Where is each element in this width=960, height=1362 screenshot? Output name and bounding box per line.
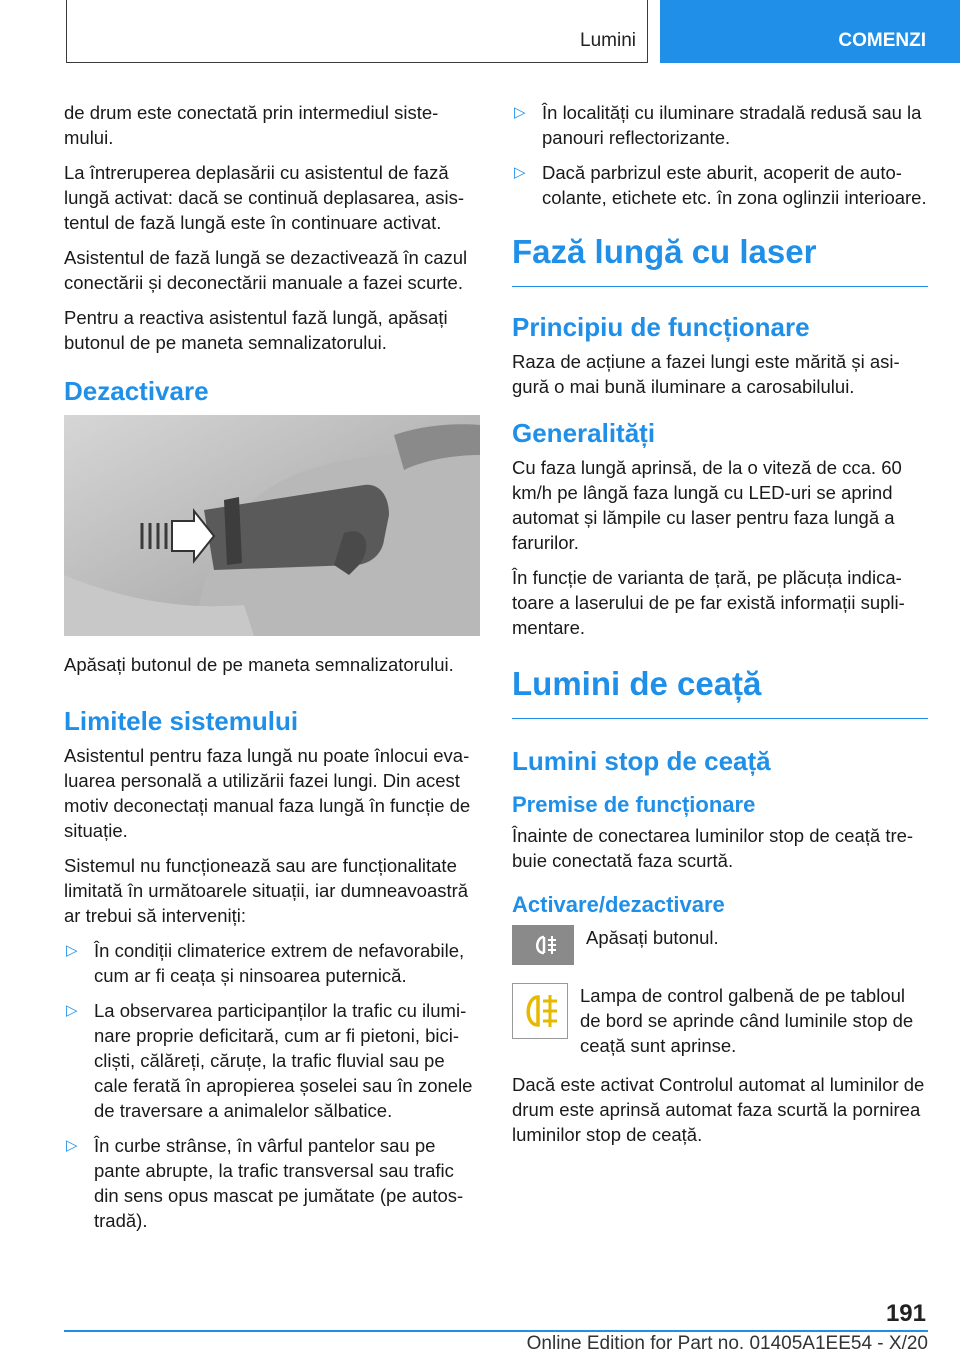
heading-prerequisites: Premise de funcționare <box>512 792 756 817</box>
triangle-bullet-icon: ▷ <box>66 942 78 959</box>
heading-general: Generalități <box>512 418 656 448</box>
press-button-text: Apăsați butonul. <box>586 927 719 948</box>
list-item: ▷ În localități cu iluminare stradală redusă sau la panouri reflectorizante. <box>514 102 922 148</box>
limits-list <box>64 938 480 1233</box>
triangle-bullet-icon: ▷ <box>514 164 526 181</box>
heading-fog-lights: Lumini de ceață <box>512 664 928 719</box>
limits-list-continued <box>512 100 928 210</box>
paragraph: Sistemul nu funcționează sau are funcționalitate limitată în următoarele situații, iar dumneavoastră ar trebui să interveniți: <box>64 855 469 926</box>
footer-divider <box>64 1330 928 1332</box>
paragraph: Asistentul de fază lungă se dezactivează în cazul conectării și deconectării manuale a fazei scurte. <box>64 247 468 293</box>
header-section-title: Lumini <box>580 30 636 51</box>
header-frame <box>66 0 648 63</box>
photo-caption: Apăsați butonul de pe maneta semnalizatorului. <box>64 654 454 675</box>
triangle-bullet-icon: ▷ <box>66 1002 78 1019</box>
list-item: ▷ La observarea participanților la trafic cu iluminare proprie deficitară, cum ar fi pietoni, bicicliști, călăreți, căruțe, la trafic fluvial sau pe cale ferată în apropierea șoselei sau în zonele de traversare a animalelor sălbatice. <box>66 1000 473 1121</box>
triangle-bullet-icon: ▷ <box>514 104 526 121</box>
page-number: 191 <box>885 1300 926 1327</box>
button-instruction <box>512 925 928 965</box>
rear-fog-button-icon[interactable] <box>512 925 574 965</box>
paragraph: În funcție de varianta de țară, pe plăcuța indicatoare a laserului de pe far există informații suplimentare. <box>512 567 905 638</box>
indicator-text: Lampa de control galbenă de pe tabloul de bord se aprinde când luminile stop de ceață sunt aprinse. <box>580 985 914 1056</box>
paragraph: Pentru a reactiva asistentul fază lungă, apăsați butonul de pe maneta semnalizatorului. <box>64 307 448 353</box>
turn-signal-stalk-photo <box>64 415 480 636</box>
right-column <box>512 100 928 1157</box>
paragraph: de drum este conectată prin intermediul sistemului. <box>64 102 439 148</box>
heading-system-limits: Limitele sistemului <box>64 706 299 736</box>
paragraph: Dacă este activat Controlul automat al luminilor de drum este aprinsă automat faza scurtă la pornirea luminilor stop de ceață. <box>512 1074 925 1145</box>
indicator-info <box>512 983 928 1058</box>
heading-rear-fog-lights: Lumini stop de ceață <box>512 746 771 776</box>
heading-deactivate: Dezactivare <box>64 376 209 406</box>
list-item: ▷ În condiții climaterice extrem de nefavorabile, cum ar fi ceața și ninsoarea puternică. <box>66 940 465 986</box>
left-column <box>64 100 480 1243</box>
chapter-tab[interactable]: COMENZI <box>660 0 960 63</box>
heading-laser-high-beam: Fază lungă cu laser <box>512 232 928 287</box>
rear-fog-indicator-icon <box>512 983 568 1039</box>
list-item: ▷ În curbe strânse, în vârful pantelor sau pe pante abrupte, la trafic transversal sau trafic din sens opus mascat pe jumătate (pe autostradă). <box>66 1135 464 1231</box>
heading-activation: Activare/dezactivare <box>512 892 725 917</box>
paragraph: Raza de acțiune a fazei lungi este mărită și asigură o mai bună iluminare a carosabilului. <box>512 351 900 397</box>
heading-principle: Principiu de funcționare <box>512 312 810 342</box>
triangle-bullet-icon: ▷ <box>66 1137 78 1154</box>
paragraph: Asistentul pentru faza lungă nu poate înlocui evaluarea personală a utilizării fazei lungi. Din acest motiv deconectați manual faza lungă în funcție de situație. <box>64 745 471 841</box>
paragraph: Înainte de conectarea luminilor stop de ceață trebuie conectată faza scurtă. <box>512 825 914 871</box>
paragraph: La întreruperea deplasării cu asistentul de fază lungă activat: dacă se continuă deplasarea, asistentul de fază lungă este în continuare activat. <box>64 162 465 233</box>
list-item: ▷ Dacă parbrizul este aburit, acoperit de autocolante, etichete etc. în zona oglinzii interioare. <box>514 162 927 208</box>
paragraph: Cu faza lungă aprinsă, de la o viteză de cca. 60 km/h pe lângă faza lungă cu LED-uri se aprind automat și lămpile cu laser pentru faza lungă a farurilor. <box>512 457 902 553</box>
edition-footer: Online Edition for Part no. 01405A1EE54 - X/20 <box>526 1333 928 1354</box>
